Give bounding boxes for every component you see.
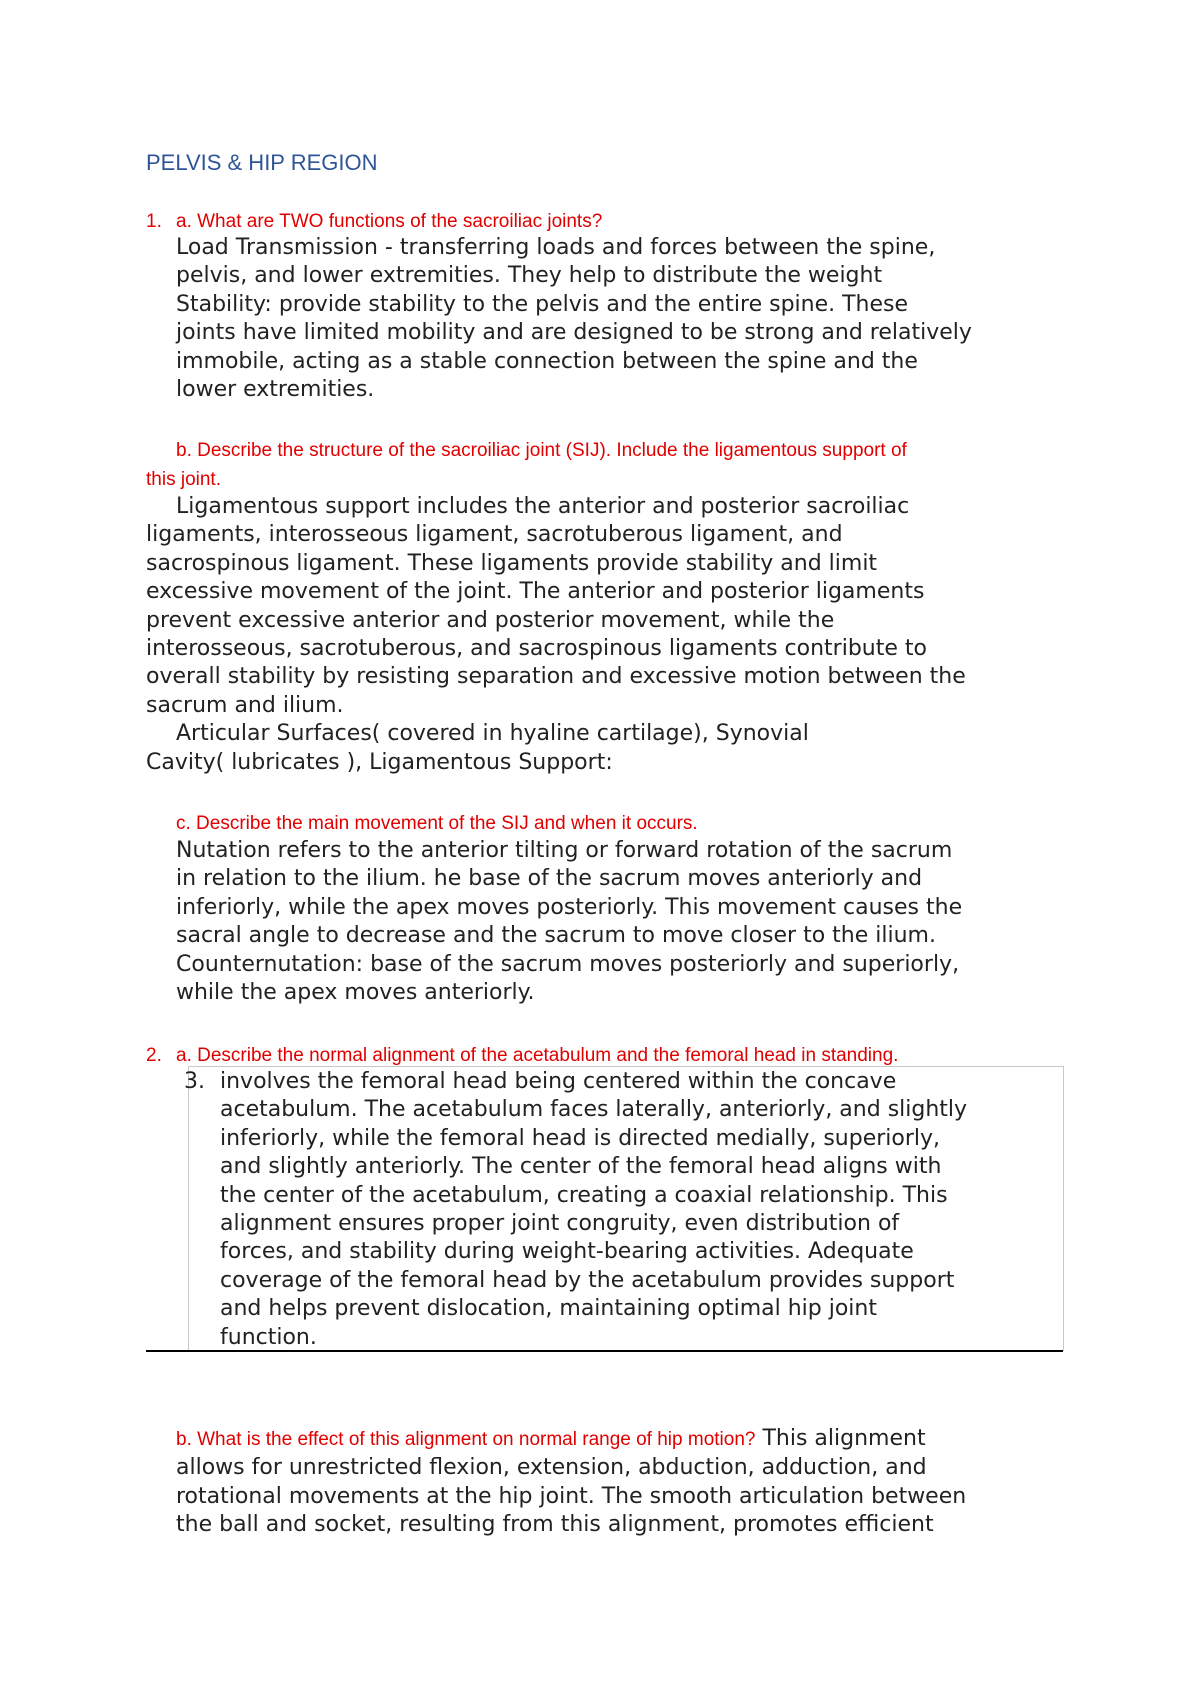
horizontal-rule <box>146 1350 1063 1352</box>
answer-2a-line: and helps prevent dislocation, maintaining optimal hip joint <box>220 1296 877 1322</box>
answer-1b-line: overall stability by resisting separation and excessive motion between the <box>146 664 966 690</box>
question-1a: a. What are TWO functions of the sacroiliac joints? <box>176 211 603 232</box>
answer-2b-first-line <box>176 1425 966 1454</box>
answer-1c-line: sacral angle to decrease and the sacrum to move closer to the ilium. <box>176 923 936 949</box>
answer-1b-line: Ligamentous support includes the anterior and posterior sacroiliac <box>176 494 910 519</box>
question-2a: a. Describe the normal alignment of the acetabulum and the femoral head in standing. <box>176 1045 899 1066</box>
answer-2a-line: coverage of the femoral head by the acetabulum provides support <box>220 1267 955 1293</box>
answer-1b-line: prevent excessive anterior and posterior movement, while the <box>146 607 835 633</box>
answer-1b-line: sacrospinous ligament. These ligaments provide stability and limit <box>146 550 878 576</box>
answer-1b-line: Cavity( lubricates ), Ligamentous Support: <box>146 749 613 775</box>
answer-2b-line: the ball and socket, resulting from this alignment, promotes efficient <box>176 1512 934 1538</box>
answer-2a-line: acetabulum. The acetabulum faces laterally, anteriorly, and slightly <box>220 1097 968 1123</box>
answer-1c <box>176 837 962 1007</box>
answer-1a-line: immobile, acting as a stable connection between the spine and the <box>176 348 918 374</box>
question-1c: c. Describe the main movement of the SIJ and when it occurs. <box>176 813 698 834</box>
answer-2a-line: function. <box>220 1324 317 1350</box>
answer-1b-line: Articular Surfaces( covered in hyaline cartilage), Synovial <box>176 721 809 747</box>
answer-2b-first-text: This alignment <box>755 1426 926 1451</box>
answer-1a <box>176 234 972 404</box>
answer-1c-line: inferiorly, while the apex moves posteriorly. This movement causes the <box>176 894 963 920</box>
answer-1b-line: sacrum and ilium. <box>146 692 344 718</box>
question-1b-line1: b. Describe the structure of the sacroiliac joint (SIJ). Include the ligamentous support of <box>176 440 907 461</box>
question-1b-line2: this joint. <box>146 469 221 490</box>
answer-1c-line: while the apex moves anteriorly. <box>176 980 535 1006</box>
answer-1b-line: excessive movement of the joint. The anterior and posterior ligaments <box>146 579 925 605</box>
answer-1a-line: joints have limited mobility and are designed to be strong and relatively <box>176 320 972 346</box>
answer-1c-line: Counternutation: base of the sacrum moves posteriorly and superiorly, <box>176 951 960 977</box>
answer-2b <box>176 1425 966 1540</box>
answer-1b <box>146 493 966 777</box>
answer-1b-line: interosseous, sacrotuberous, and sacrospinous ligaments contribute to <box>146 636 927 662</box>
answer-2b-line: allows for unrestricted flexion, extension, abduction, adduction, and <box>176 1455 927 1481</box>
page-title: PELVIS & HIP REGION <box>146 150 378 175</box>
answer-2a-line: and slightly anteriorly. The center of the femoral head aligns with <box>220 1154 942 1180</box>
answer-2a <box>220 1068 967 1352</box>
question-number-2: 2. <box>146 1045 162 1066</box>
answer-1b-line: ligaments, interosseous ligament, sacrotuberous ligament, and <box>146 522 843 548</box>
answer-2a-list-number: 3. <box>184 1069 205 1094</box>
answer-2a-line: involves the femoral head being centered within the concave <box>220 1069 897 1094</box>
answer-1a-line: Stability: provide stability to the pelvis and the entire spine. These <box>176 291 909 317</box>
answer-1a-line: Load Transmission - transferring loads and forces between the spine, <box>176 235 936 260</box>
answer-1c-line: in relation to the ilium. he base of the sacrum moves anteriorly and <box>176 866 923 892</box>
answer-2a-line: inferiorly, while the femoral head is directed medially, superiorly, <box>220 1125 941 1151</box>
answer-2a-line: alignment ensures proper joint congruity, even distribution of <box>220 1211 900 1237</box>
answer-1a-line: pelvis, and lower extremities. They help to distribute the weight <box>176 263 883 289</box>
answer-1a-line: lower extremities. <box>176 377 375 403</box>
answer-1c-line: Nutation refers to the anterior tilting or forward rotation of the sacrum <box>176 838 953 863</box>
answer-2b-line: rotational movements at the hip joint. The smooth articulation between <box>176 1483 967 1509</box>
question-2b: b. What is the effect of this alignment on normal range of hip motion? <box>176 1429 756 1450</box>
answer-2a-line: the center of the acetabulum, creating a coaxial relationship. This <box>220 1182 948 1208</box>
question-number-1: 1. <box>146 211 162 232</box>
answer-2a-line: forces, and stability during weight-bearing activities. Adequate <box>220 1239 914 1265</box>
